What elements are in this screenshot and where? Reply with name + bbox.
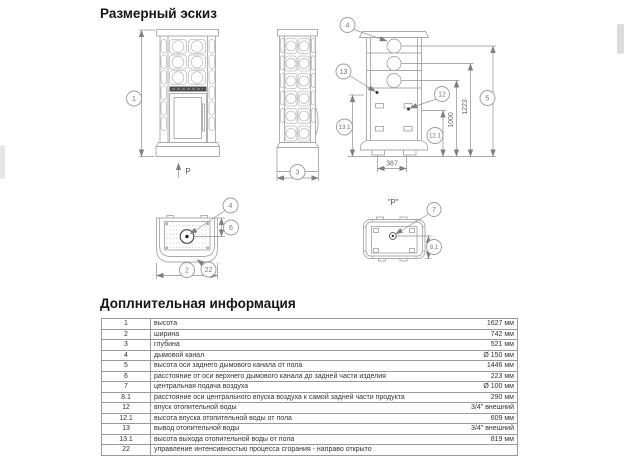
svg-text:13.1: 13.1 — [338, 124, 351, 132]
callout-7 — [396, 203, 442, 235]
row-num: 5 — [102, 361, 151, 372]
row-num: 7 — [102, 382, 151, 393]
svg-text:1223: 1223 — [462, 99, 469, 115]
svg-text:1000: 1000 — [448, 112, 455, 128]
row-desc: глубина — [154, 341, 180, 348]
page-title: Размерный эскиз — [100, 6, 217, 21]
row-num: 2 — [102, 329, 151, 340]
svg-text:6: 6 — [229, 225, 233, 232]
table-row — [102, 434, 518, 445]
table-row — [102, 382, 518, 393]
side-view — [277, 30, 319, 182]
table-row — [102, 424, 518, 435]
flue-outlet-bottom — [387, 74, 401, 88]
svg-text:12.1: 12.1 — [428, 132, 442, 140]
water-connector — [376, 104, 384, 109]
row-num: 13.1 — [102, 434, 151, 445]
table-row — [102, 319, 518, 330]
row-desc: высота впуска отопительной воды от пола — [154, 414, 292, 422]
row-value: Ø 100 мм — [483, 383, 514, 390]
row-num: 6 — [102, 371, 151, 382]
row-value: 521 мм — [490, 341, 514, 348]
table-row — [102, 403, 518, 414]
row-desc: высота выхода отопительной воды от пола — [154, 435, 295, 443]
table-row — [102, 413, 518, 424]
dimension-5 — [402, 46, 497, 157]
door-handle — [203, 104, 205, 131]
row-num: 13 — [102, 424, 151, 435]
svg-text:4: 4 — [228, 203, 233, 210]
p-arrow-label: P — [185, 167, 191, 176]
svg-text:387: 387 — [386, 160, 398, 168]
row-desc: ширина — [154, 330, 180, 338]
water-connector — [376, 127, 384, 132]
water-connector — [404, 127, 412, 132]
table-row — [102, 371, 518, 382]
row-desc: дымовой канал — [154, 351, 205, 359]
table-row — [102, 340, 518, 351]
table-row — [102, 445, 518, 456]
dimension-13-1 — [337, 95, 365, 157]
callout-22 — [197, 260, 216, 278]
row-num: 4 — [102, 350, 151, 361]
stove-base — [361, 141, 428, 151]
info-heading: Доплнительная информация — [100, 296, 296, 311]
row-value: 3/4" внешний — [471, 404, 514, 411]
svg-text:1: 1 — [132, 96, 136, 103]
info-table — [101, 318, 518, 456]
row-value: 1446 мм — [486, 362, 514, 369]
svg-text:7: 7 — [432, 207, 436, 214]
svg-text:4: 4 — [345, 22, 350, 30]
row-num: 8.1 — [102, 392, 151, 403]
dimension-height — [127, 30, 156, 157]
callout-12 — [407, 87, 450, 111]
foot — [404, 150, 417, 155]
row-value: 1627 мм — [486, 320, 514, 327]
row-desc: вывод отопительной воды — [154, 425, 240, 432]
row-desc: расстояние от оси верхнего дымового канала до задней части изделия — [154, 372, 386, 380]
row-value: 742 мм — [490, 330, 514, 338]
table-row — [102, 350, 518, 361]
row-desc: высота оси заднего дымового канала от пола — [154, 362, 303, 369]
dimension-depth — [277, 165, 319, 182]
stove-top-cap — [278, 30, 318, 37]
flue-outlet-middle — [387, 57, 401, 71]
row-desc: впуск отопительной воды — [154, 404, 237, 411]
row-num: 3 — [102, 340, 151, 351]
water-connector — [404, 104, 412, 109]
stove-top-cap — [360, 32, 429, 38]
table-row — [102, 392, 518, 403]
view-direction-p — [179, 163, 191, 178]
svg-text:8.1: 8.1 — [429, 244, 439, 252]
foot — [372, 150, 385, 155]
svg-text:12: 12 — [438, 91, 446, 99]
row-desc: центральная подача воздуха — [154, 383, 249, 390]
front-view — [127, 30, 220, 179]
svg-text:13: 13 — [339, 69, 348, 76]
stove-door — [170, 94, 207, 143]
svg-text:2: 2 — [185, 267, 189, 275]
row-desc: расстояние оси центрального впуска воздуха к самой задней части продукта — [154, 393, 405, 401]
row-num: 1 — [102, 319, 151, 330]
row-value: 819 мм — [490, 435, 514, 443]
row-value: 3/4" внешний — [471, 425, 514, 432]
table-row — [102, 361, 518, 372]
table-row — [102, 329, 518, 340]
dimension-1000 — [402, 81, 460, 157]
svg-text:22: 22 — [204, 267, 213, 274]
door-glass — [174, 98, 202, 139]
svg-text:5: 5 — [485, 95, 490, 103]
stove-base — [156, 143, 220, 157]
bottom-view-p — [364, 198, 442, 261]
callout-13 — [336, 64, 379, 94]
rear-view — [336, 18, 496, 173]
row-num: 12 — [102, 403, 151, 414]
svg-text:3: 3 — [295, 169, 300, 177]
dimension-8-1 — [397, 236, 442, 259]
top-view — [157, 198, 239, 279]
row-value: 290 мм — [490, 393, 514, 401]
view-p-label: "P" — [387, 198, 399, 207]
edge-artifact — [0, 145, 5, 179]
ceramic-tiles — [281, 39, 316, 142]
stove-top-cap — [157, 30, 219, 37]
edge-artifact — [617, 24, 624, 54]
row-value: 609 мм — [490, 414, 514, 422]
row-desc: управление интенсивностью процесса сгорания - направо открыто — [154, 446, 372, 453]
row-value: 223 мм — [490, 372, 514, 380]
row-num: 22 — [102, 445, 151, 456]
row-num: 12.1 — [102, 413, 151, 424]
flue-outlet-top — [387, 39, 401, 53]
row-desc: высота — [154, 320, 178, 327]
row-value: Ø 150 мм — [483, 351, 514, 359]
dimension-387 — [378, 156, 407, 173]
